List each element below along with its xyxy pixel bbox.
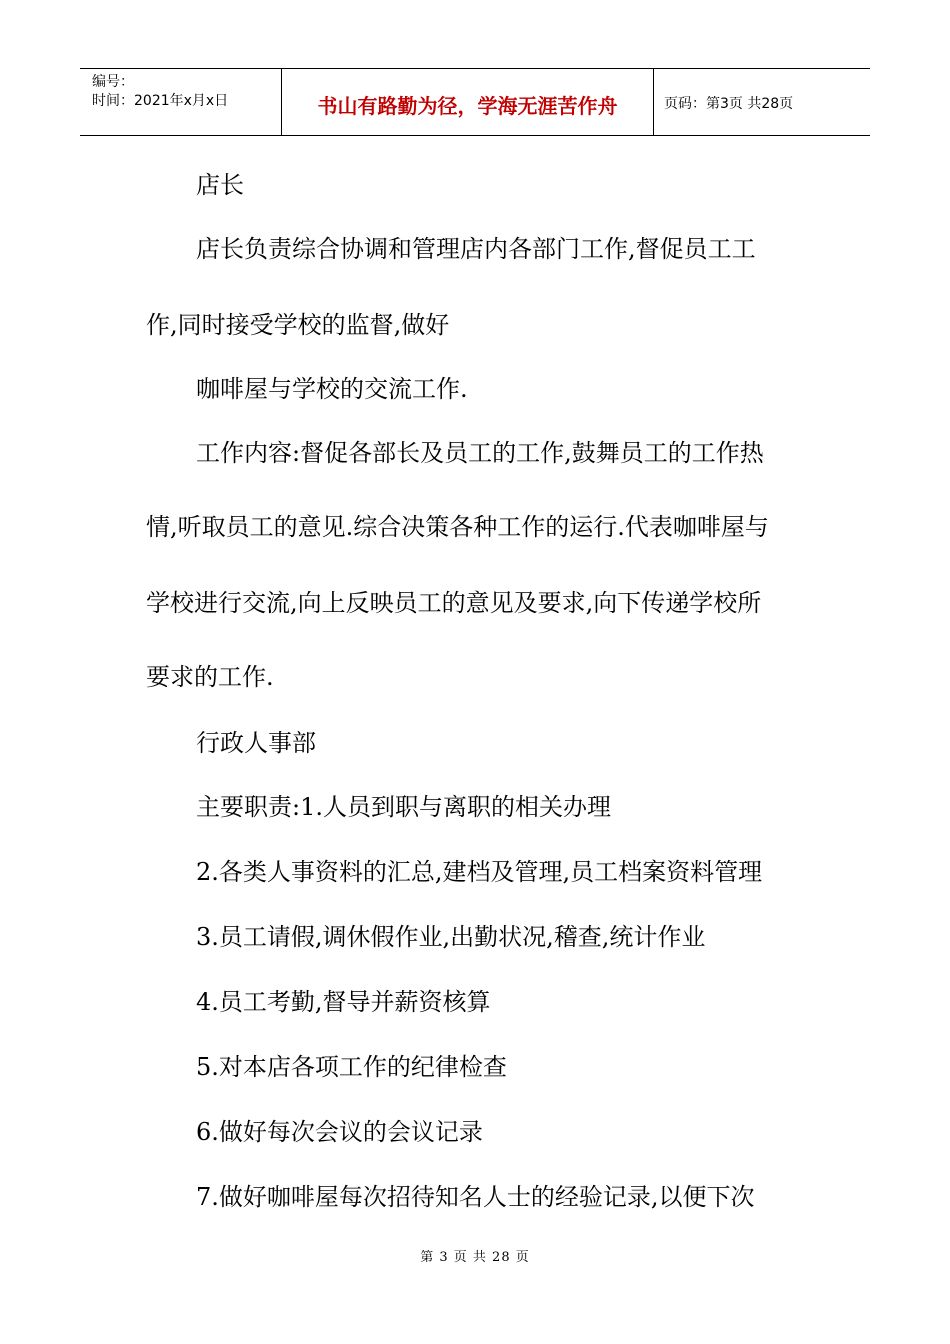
section-heading-admin-hr: 行政人事部 — [196, 729, 316, 757]
page-footer: 第 3 页 共 28 页 — [420, 1250, 530, 1265]
paragraph-line: 作,同时接受学校的监督,做好 — [146, 311, 450, 339]
list-item: 3.员工请假,调休假作业,出勤状况,稽查,统计作业 — [196, 923, 706, 951]
header-page-info: 页码：第3页 共28页 — [664, 96, 794, 112]
list-item: 5.对本店各项工作的纪律检查 — [196, 1053, 507, 1081]
paragraph-line: 店长负责综合协调和管理店内各部门工作,督促员工工 — [196, 235, 756, 263]
document-time-label: 时间：2021年x月x日 — [92, 93, 229, 109]
paragraph-line: 咖啡屋与学校的交流工作. — [196, 375, 468, 403]
list-item: 主要职责:1.人员到职与离职的相关办理 — [196, 793, 611, 821]
header-motto-cell — [282, 69, 654, 135]
paragraph-line: 情,听取员工的意见.综合决策各种工作的运行.代表咖啡屋与 — [146, 513, 769, 541]
list-item: 2.各类人事资料的汇总,建档及管理,员工档案资料管理 — [196, 858, 763, 886]
list-item: 4.员工考勤,督导并薪资核算 — [196, 988, 491, 1016]
section-heading-store-manager: 店长 — [196, 171, 244, 199]
paragraph-line: 学校进行交流,向上反映员工的意见及要求,向下传递学校所 — [146, 589, 762, 617]
header-page-cell — [654, 69, 870, 135]
header-left-cell — [80, 69, 282, 135]
paragraph-line: 工作内容:督促各部长及员工的工作,鼓舞员工的工作热 — [196, 439, 764, 467]
paragraph-line: 要求的工作. — [146, 663, 274, 691]
list-item: 6.做好每次会议的会议记录 — [196, 1118, 483, 1146]
header-motto: 书山有路勤为径，学海无涯苦作舟 — [317, 93, 618, 118]
document-number-label: 编号： — [92, 74, 134, 90]
page-header — [80, 68, 870, 136]
list-item: 7.做好咖啡屋每次招待知名人士的经验记录,以便下次 — [196, 1183, 755, 1211]
